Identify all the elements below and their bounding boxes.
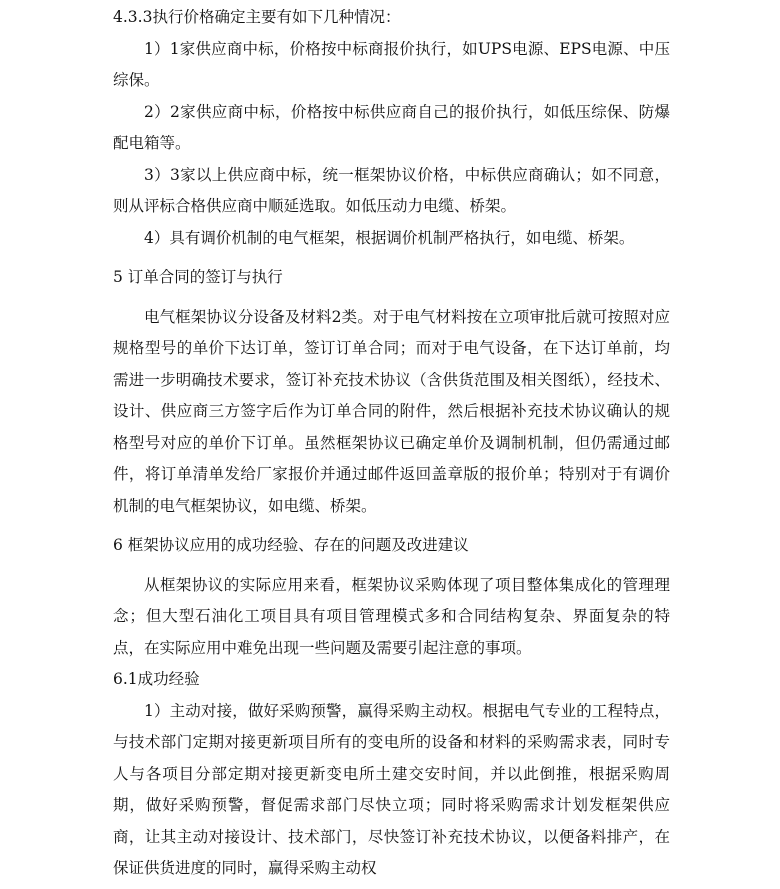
section-6-1-body: 1）主动对接，做好采购预警，赢得采购主动权。根据电气专业的工程特点，与技术部门定期对接更新项目所有的变电所的设备和材料的采购需求表，同时专人与各项目分部定期对接更新变电所土建交安时间，并以此倒推，根据采购周期，做好采购预警，督促需求部门尽快立项；同时将采购需求计划发框架供应商，让其主动对接设计、技术部门，尽快签订补充技术协议，以便备料排产，在保证供货进度的同时，赢得采购主动权 bbox=[113, 701, 670, 877]
document-page bbox=[113, 0, 670, 885]
section-6-title: 6 框架协议应用的成功经验、存在的问题及改进建议 bbox=[113, 536, 469, 554]
section-6-1-title: 6.1成功经验 bbox=[113, 670, 200, 688]
section-4-3-3-item-2: 2）2家供应商中标，价格按中标供应商自己的报价执行，如低压综保、防爆配电箱等。 bbox=[113, 102, 670, 152]
section-5-title: 5 订单合同的签订与执行 bbox=[113, 268, 283, 286]
section-6-body: 从框架协议的实际应用来看，框架协议采购体现了项目整体集成化的管理理念；但大型石油化工项目具有项目管理模式多和合同结构复杂、界面复杂的特点，在实际应用中难免出现一些问题及需要引起注意的事项。 bbox=[113, 575, 670, 657]
section-4-3-3-item-1: 1）1家供应商中标，价格按中标商报价执行，如UPS电源、EPS电源、中压综保。 bbox=[113, 39, 670, 89]
section-4-3-3-title: 4.3.3执行价格确定主要有如下几种情况： bbox=[113, 8, 401, 26]
section-4-3-3-item-4: 4）具有调价机制的电气框架，根据调价机制严格执行，如电缆、桥架。 bbox=[144, 228, 635, 247]
section-4-3-3-item-3: 3）3家以上供应商中标，统一框架协议价格，中标供应商确认；如不同意，则从评标合格供应商中顺延选取。如低压动力电缆、桥架。 bbox=[113, 165, 670, 215]
section-5-body: 电气框架协议分设备及材料2类。对于电气材料按在立项审批后就可按照对应规格型号的单价下达订单，签订订单合同；而对于电气设备，在下达订单前，均需进一步明确技术要求，签订补充技术协议（含供货范围及相关图纸），经技术、设计、供应商三方签字后作为订单合同的附件，然后根据补充技术协议确认的规格型号对应的单价下订单。虽然框架协议已确定单价及调制机制，但仍需通过邮件，将订单清单发给厂家报价并通过邮件返回盖章版的报价单；特别对于有调价机制的电气框架协议，如电缆、桥架。 bbox=[113, 307, 670, 515]
